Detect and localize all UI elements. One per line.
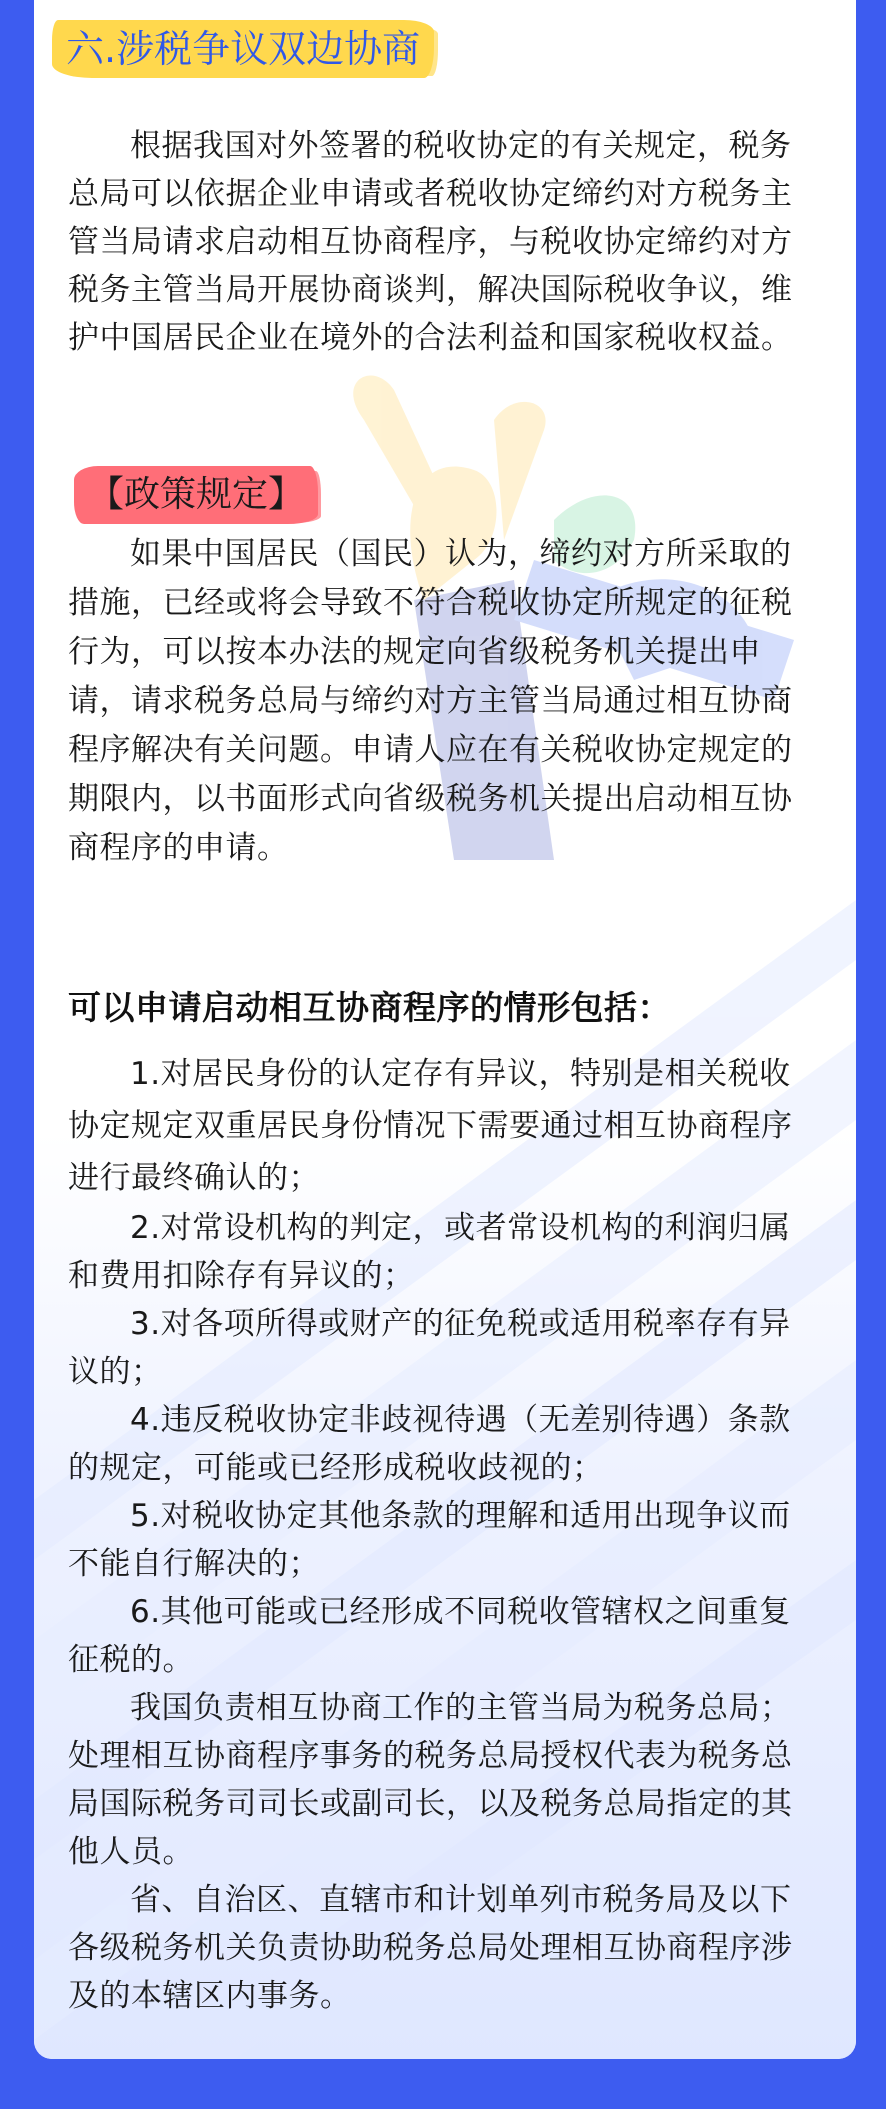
section-title: 六.涉税争议双边协商 — [52, 20, 434, 78]
list-item: 省、自治区、直辖市和计划单列市税务局及以下各级税务机关负责协助税务总局处理相互协商程序涉及的本辖区内事务。 — [68, 1882, 793, 2014]
list-item: 3.对各项所得或财产的征免税或适用税率存有异议的； — [68, 1306, 791, 1390]
policy-label: 【政策规定】 — [74, 466, 318, 524]
intro-paragraph: 根据我国对外签署的税收协定的有关规定，税务总局可以依据企业申请或者税收协定缔约对方税务主管当局请求启动相互协商程序，与税收协定缔约对方税务主管当局开展协商谈判，解决国际税收争议，维护中国居民企业在境外的合法利益和国家税收权益。 — [68, 128, 793, 356]
list-item: 5.对税收协定其他条款的理解和适用出现争议而不能自行解决的； — [68, 1498, 791, 1582]
list-item: 6.其他可能或已经形成不同税收管辖权之间重复征税的。 — [68, 1594, 791, 1678]
policy-paragraph: 如果中国居民（国民）认为，缔约对方所采取的措施，已经或将会导致不符合税收协定所规定的征税行为，可以按本办法的规定向省级税务机关提出申请，请求税务总局与缔约对方主管当局通过相互协商程序解决有关问题。申请人应在有关税收协定规定的期限内，以书面形式向省级税务机关提出启动相互协商程序的申请。 — [68, 536, 793, 866]
list-item: 2.对常设机构的判定，或者常设机构的利润归属和费用扣除存有异议的； — [68, 1210, 791, 1294]
situations-list — [68, 1048, 808, 2020]
situations-heading: 可以申请启动相互协商程序的情形包括： — [68, 988, 671, 1027]
list-item: 我国负责相互协商工作的主管当局为税务总局；处理相互协商程序事务的税务总局授权代表为税务总局国际税务司司长或副司长，以及税务总局指定的其他人员。 — [68, 1690, 793, 1870]
list-item: 1.对居民身份的认定存有异议，特别是相关税收协定规定双重居民身份情况下需要通过相互协商程序进行最终确认的； — [68, 1056, 793, 1196]
content-card — [34, 0, 856, 2059]
list-item: 4.违反税收协定非歧视待遇（无差别待遇）条款的规定，可能或已经形成税收歧视的； — [68, 1402, 791, 1486]
